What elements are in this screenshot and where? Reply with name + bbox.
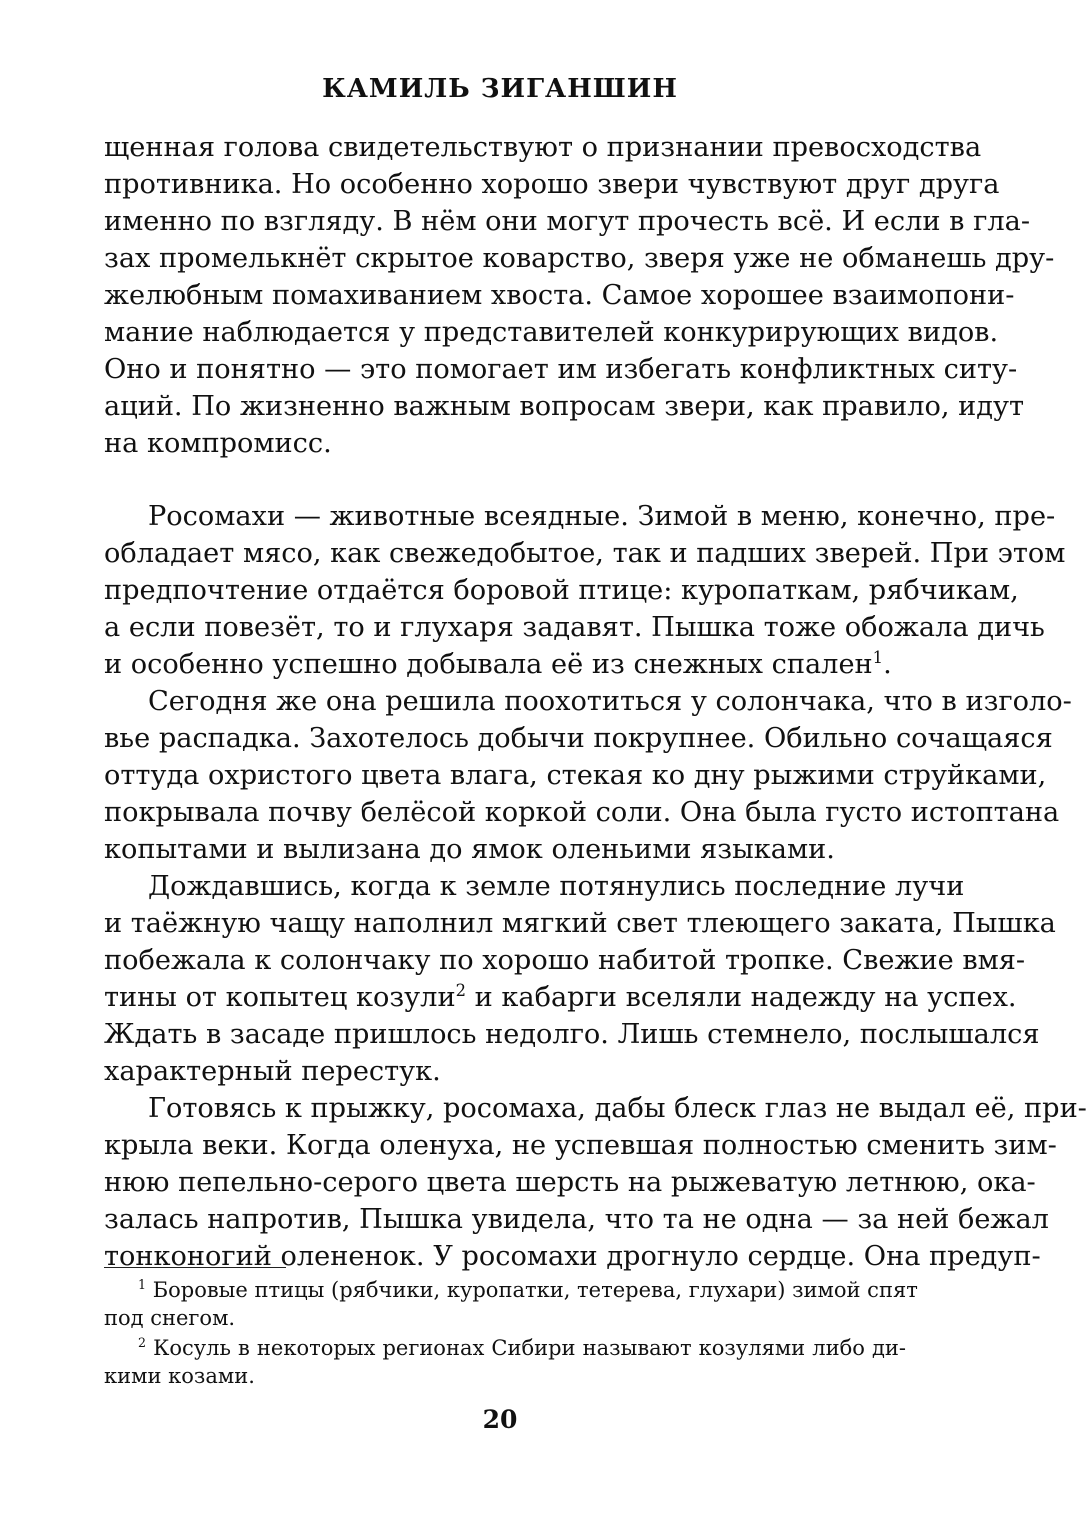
text-line-with-footnote-1 — [104, 647, 906, 683]
footnote-2-cont: кими козами. — [104, 1364, 255, 1388]
footnote-mark-2: 2 — [138, 1335, 147, 1350]
text-line: желюбным помахиванием хвоста. Самое хорошее взаимопони- — [104, 280, 1015, 311]
text-line: характерный перестук. — [104, 1056, 441, 1087]
text-segment: . — [883, 649, 892, 680]
text-line: Ждать в засаде пришлось недолго. Лишь стемнело, послышался — [104, 1019, 1040, 1050]
text-line: побежала к солончаку по хорошо набитой тропке. Свежие вмя- — [104, 945, 1026, 976]
text-line: и таёжную чащу наполнил мягкий свет тлеющего заката, Пышка — [104, 908, 1056, 939]
text-line: зах промелькнёт скрытое коварство, зверя уже не обманешь дру- — [104, 243, 1055, 274]
page-number: 20 — [482, 1405, 518, 1434]
text-line: покрывала почву белёсой коркой соли. Она была густо истоптана — [104, 797, 1060, 828]
text-line: мание наблюдается у представителей конкурирующих видов. — [104, 317, 999, 348]
text-line: противника. Но особенно хорошо звери чувствуют друг друга — [104, 169, 1000, 200]
footnote-text: Косуль в некоторых регионах Сибири называют козулями либо ди- — [153, 1336, 906, 1360]
text-line: Оно и понятно — это помогает им избегать конфликтных ситу- — [104, 354, 1018, 385]
text-line: щенная голова свидетельствуют о признании превосходства — [104, 132, 982, 163]
footnote-ref-2: 2 — [455, 980, 466, 1000]
text-segment: и особенно успешно добывала её из снежных спален — [104, 649, 873, 680]
text-line: именно по взгляду. В нём они могут прочесть всё. И если в гла- — [104, 206, 1031, 237]
text-line-with-footnote-2 — [104, 980, 1017, 1016]
text-line: Сегодня же она решила поохотиться у солончака, что в изголо- — [148, 686, 1072, 717]
footnote-mark-1: 1 — [138, 1277, 147, 1292]
text-segment: тины от копытец козули — [104, 982, 456, 1013]
footnote-ref-1: 1 — [872, 647, 884, 667]
footnote-1 — [138, 1276, 918, 1304]
text-segment: и кабарги вселяли надежду на успех. — [465, 982, 1017, 1013]
text-line: оттуда охристого цвета влага, стекая ко дну рыжими струйками, — [104, 760, 1047, 791]
text-line: а если повезёт, то и глухаря задавят. Пышка тоже обожала дичь — [104, 612, 1045, 643]
text-line: аций. По жизненно важным вопросам звери, как правило, идут — [104, 391, 1025, 422]
footnote-2 — [138, 1334, 906, 1362]
text-line: крыла веки. Когда оленуха, не успевшая полностью сменить зим- — [104, 1130, 1057, 1161]
text-line: предпочтение отдаётся боровой птице: куропаткам, рябчикам, — [104, 575, 1019, 606]
text-line: тонконогий олененок. У росомахи дрогнуло сердце. Она предуп- — [104, 1241, 1041, 1272]
text-line: Дождавшись, когда к земле потянулись последние лучи — [148, 871, 965, 902]
text-line: Готовясь к прыжку, росомаха, дабы блеск глаз не выдал её, при- — [148, 1093, 1087, 1124]
footnote-divider — [104, 1267, 286, 1268]
text-line: нюю пепельно-серого цвета шерсть на рыжеватую летнюю, ока- — [104, 1167, 1036, 1198]
text-line: Росомахи — животные всеядные. Зимой в меню, конечно, пре- — [148, 501, 1056, 532]
text-line: копытами и вылизана до ямок оленьими языками. — [104, 834, 835, 865]
text-line: залась напротив, Пышка увидела, что та не одна — за ней бежал — [104, 1204, 1049, 1235]
text-line: вье распадка. Захотелось добычи покрупнее. Обильно сочащаяся — [104, 723, 1053, 754]
running-header-author: КАМИЛЬ ЗИГАНШИН — [322, 74, 678, 104]
text-line: обладает мясо, как свежедобытое, так и падших зверей. При этом — [104, 538, 1066, 569]
footnote-1-cont: под снегом. — [104, 1306, 236, 1330]
footnote-text: Боровые птицы (рябчики, куропатки, тетерева, глухари) зимой спят — [152, 1278, 918, 1302]
text-line: на компромисс. — [104, 428, 332, 459]
